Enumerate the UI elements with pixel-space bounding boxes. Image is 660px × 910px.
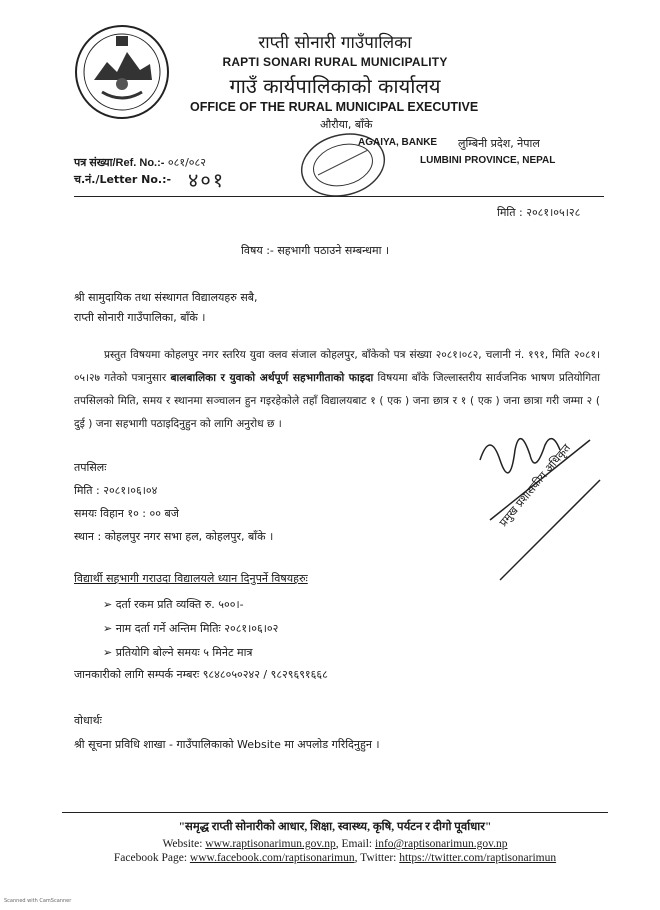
cc-line: श्री सूचना प्रविधि शाखा - गाउँपालिकाको Website मा अपलोड गरिदिनुहुन । bbox=[74, 738, 380, 751]
office-name-nepali: गाउँ कार्यपालिकाको कार्यालय bbox=[229, 74, 441, 98]
ref-label: पत्र संख्या/Ref. No.:- bbox=[74, 157, 165, 169]
signature-stamp-text: प्रमुख प्रशासकीय अधिकृत bbox=[496, 441, 574, 529]
municipality-name-nepali: राप्ती सोनारी गाउँपालिका bbox=[258, 33, 412, 53]
para-text-1: प्रस्तुत विषयमा कोहलपुर नगर स्तरिय युवा क्लव संजाल कोहलपुर, बाँकेको पत्र संख्या २०८१।०८२, चलानी नं. १९१, मिति २०८१।०५।२७ गतेको पत्रानुसार bbox=[74, 349, 600, 384]
scanner-watermark: Scanned with CamScanner bbox=[4, 898, 72, 904]
subject-line: विषय :- सहभागी पठाउने सम्बन्धमा । bbox=[241, 244, 390, 257]
website-link[interactable]: www.raptisonarimun.gov.np bbox=[205, 838, 336, 850]
addressee-line-1: श्री सामुदायिक तथा संस्थागत विद्यालयहरु सबै, bbox=[74, 291, 258, 304]
letter-number-handwritten: ४०१ bbox=[188, 168, 226, 192]
cc-title: वोधार्थः bbox=[74, 714, 102, 727]
facebook-link[interactable]: www.facebook.com/raptisonarimun bbox=[189, 852, 355, 864]
letter-date: मिति : २०८१।०५।२८ bbox=[497, 206, 581, 219]
footer-divider bbox=[62, 812, 608, 813]
schedule-title: तपसिलः bbox=[74, 461, 107, 474]
schedule-place: स्थान : कोहलपुर नगर सभा हल, कोहलपुर, बाँके । bbox=[74, 530, 274, 543]
reference-number bbox=[74, 155, 206, 170]
province-nepali: लुम्बिनी प्रदेश, नेपाल bbox=[458, 137, 540, 150]
twitter-link[interactable]: https://twitter.com/raptisonarimun bbox=[399, 852, 557, 864]
footer-website-email: Website: www.raptisonarimun.gov.np, Email: info@raptisonarimun.gov.np bbox=[162, 838, 508, 850]
place-english: AGAIYA, BANKE bbox=[358, 137, 438, 148]
footer-social: Facebook Page: www.facebook.com/raptisonarimun, Twitter: https://twitter.com/raptisonarimun bbox=[113, 852, 557, 864]
note-item: ➢ दर्ता रकम प्रति व्यक्ति रु. ५००।- bbox=[103, 598, 244, 611]
note-item: ➢ नाम दर्ता गर्ने अन्तिम मितिः २०८१।०६।०२ bbox=[103, 622, 279, 635]
signature-and-stamp bbox=[470, 420, 610, 590]
schedule-date: मिति : २०८१।०६।०४ bbox=[74, 484, 158, 497]
letter-label: च.नं./Letter No.:- bbox=[74, 173, 172, 186]
notes-title: विद्यार्थी सहभागी गराउदा विद्यालयले ध्यान दिनुपर्ने विषयहरुः bbox=[74, 572, 308, 585]
addressee-line-2: राप्ती सोनारी गाउँपालिका, बाँके । bbox=[74, 311, 206, 324]
letter-number-label bbox=[74, 172, 171, 187]
para-text-2: विषयमा बाँके जिल्लास्तरीय सार्वजनिक भाषण प्रतियोगिता तपसिलको मिति, समय र स्थानमा सञ्चालन हुन गइरहेकोले तहाँ विद्यालयबाट १ ( एक ) जना छात्र र १ ( एक ) जना छात्रा गरी जम्मा २ ( दुई ) जना सहभागी पठाइदिनुहुन को लागि अनुरोध छ । bbox=[74, 372, 601, 430]
ref-value: ०८१/०८२ bbox=[167, 156, 206, 169]
para-bold-topic: बालबालिका र युवाको अर्थपूर्ण सहभागीताको फाइदा bbox=[170, 372, 374, 384]
footer-motto: "समृद्ध राप्ती सोनारीको आधार, शिक्षा, स्वास्थ्य, कृषि, पर्यटन र दीगो पूर्वाधार" bbox=[178, 821, 492, 833]
office-name-english: OFFICE OF THE RURAL MUNICIPAL EXECUTIVE bbox=[190, 100, 479, 114]
email-link[interactable]: info@raptisonarimun.gov.np bbox=[375, 838, 508, 850]
schedule-time: समयः विहान १० : ०० बजे bbox=[74, 507, 179, 520]
contact-line: जानकारीको लागि सम्पर्क नम्बरः ९८४८०५०२४२ / ९८२९६९१६६८ bbox=[74, 668, 328, 681]
header-divider bbox=[74, 196, 604, 197]
province-english: LUMBINI PROVINCE, NEPAL bbox=[420, 155, 556, 166]
municipality-emblem-logo bbox=[72, 22, 172, 122]
municipality-name-english: RAPTI SONARI RURAL MUNICIPALITY bbox=[222, 55, 448, 69]
place-nepali: औरौया, बाँके bbox=[320, 118, 373, 131]
note-item: ➢ प्रतियोगि बोल्ने समयः ५ मिनेट मात्र bbox=[103, 646, 253, 659]
